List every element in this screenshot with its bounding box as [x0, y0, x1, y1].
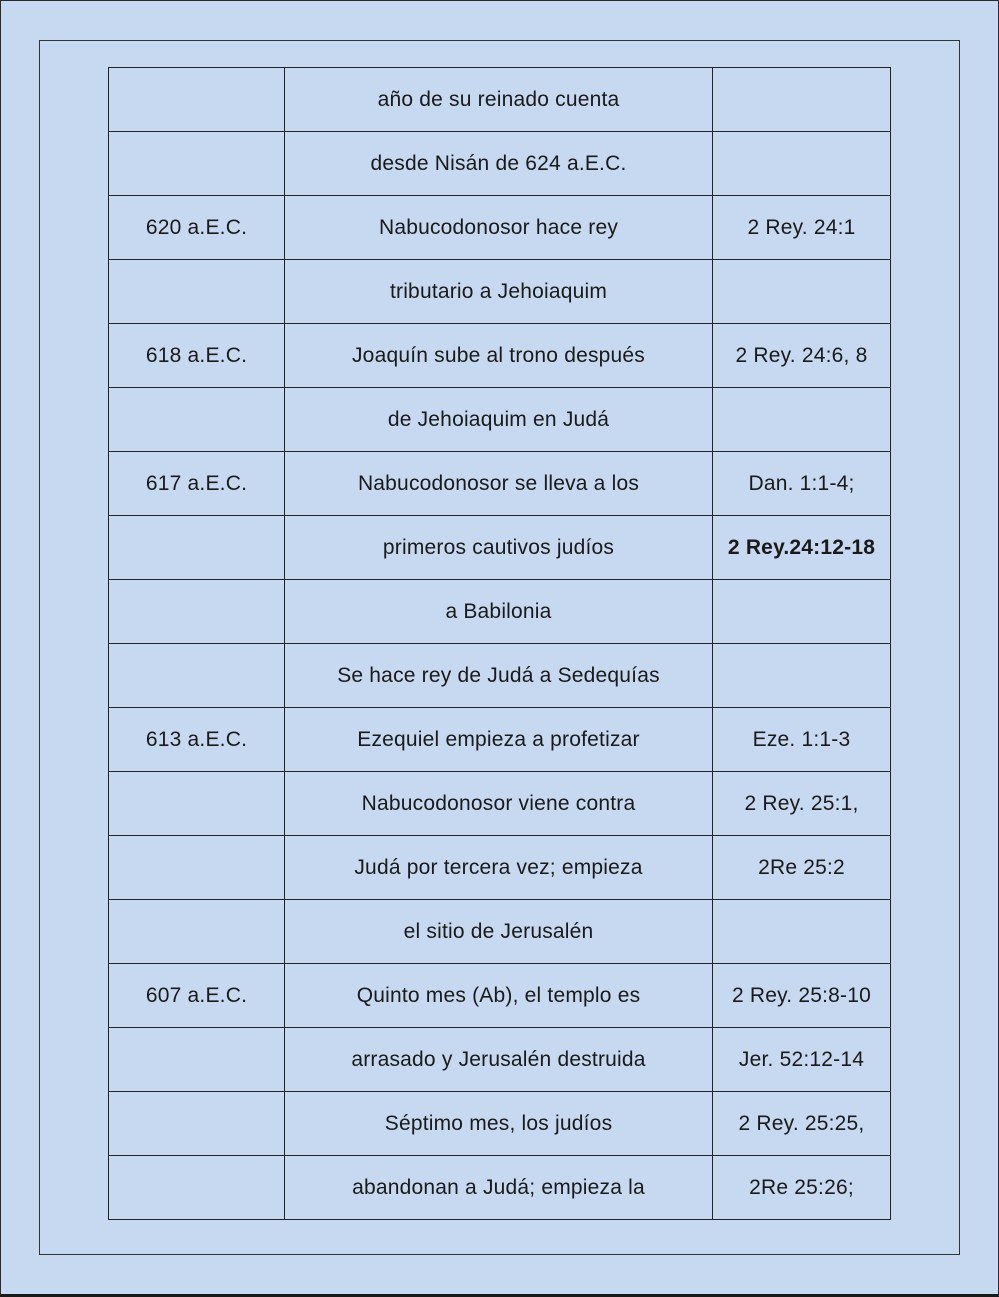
reference-cell: [713, 260, 891, 324]
reference-cell: 2Re 25:2: [713, 836, 891, 900]
event-cell: Nabucodonosor se lleva a los: [285, 452, 713, 516]
date-cell: [109, 836, 285, 900]
event-cell: a Babilonia: [285, 580, 713, 644]
event-cell: Séptimo mes, los judíos: [285, 1092, 713, 1156]
date-cell: [109, 1156, 285, 1220]
table-row: [109, 772, 891, 836]
date-cell: [109, 1028, 285, 1092]
chronology-table: [108, 67, 891, 1220]
reference-cell: Eze. 1:1-3: [713, 708, 891, 772]
reference-cell: [713, 644, 891, 708]
date-cell: [109, 260, 285, 324]
reference-cell: 2 Rey. 24:6, 8: [713, 324, 891, 388]
table-row: [109, 516, 891, 580]
table-row: [109, 196, 891, 260]
date-cell: 617 a.E.C.: [109, 452, 285, 516]
table-row: [109, 708, 891, 772]
reference-cell: [713, 68, 891, 132]
table-row: [109, 68, 891, 132]
reference-cell: 2 Rey. 25:25,: [713, 1092, 891, 1156]
event-cell: abandonan a Judá; empieza la: [285, 1156, 713, 1220]
date-cell: [109, 68, 285, 132]
date-cell: [109, 388, 285, 452]
event-cell: año de su reinado cuenta: [285, 68, 713, 132]
reference-cell: 2 Rey. 25:8-10: [713, 964, 891, 1028]
reference-cell: 2Re 25:26;: [713, 1156, 891, 1220]
table-row: [109, 900, 891, 964]
event-cell: Ezequiel empieza a profetizar: [285, 708, 713, 772]
reference-cell: [713, 580, 891, 644]
table-row: [109, 580, 891, 644]
event-cell: arrasado y Jerusalén destruida: [285, 1028, 713, 1092]
date-cell: 620 a.E.C.: [109, 196, 285, 260]
reference-cell: 2 Rey. 24:1: [713, 196, 891, 260]
date-cell: [109, 132, 285, 196]
event-cell: Joaquín sube al trono después: [285, 324, 713, 388]
date-cell: [109, 516, 285, 580]
reference-cell: 2 Rey. 25:1,: [713, 772, 891, 836]
event-cell: Nabucodonosor hace rey: [285, 196, 713, 260]
event-cell: de Jehoiaquim en Judá: [285, 388, 713, 452]
event-cell: primeros cautivos judíos: [285, 516, 713, 580]
reference-cell: [713, 388, 891, 452]
date-cell: [109, 644, 285, 708]
event-cell: Nabucodonosor viene contra: [285, 772, 713, 836]
table-row: [109, 260, 891, 324]
table-row: [109, 644, 891, 708]
table-row: [109, 388, 891, 452]
reference-cell: [713, 900, 891, 964]
event-cell: Quinto mes (Ab), el templo es: [285, 964, 713, 1028]
date-cell: 613 a.E.C.: [109, 708, 285, 772]
reference-cell: 2 Rey.24:12-18: [713, 516, 891, 580]
table-row: [109, 1092, 891, 1156]
table-row: [109, 836, 891, 900]
reference-cell: Dan. 1:1-4;: [713, 452, 891, 516]
date-cell: [109, 772, 285, 836]
date-cell: [109, 1092, 285, 1156]
table-row: [109, 1156, 891, 1220]
reference-cell: [713, 132, 891, 196]
date-cell: [109, 580, 285, 644]
date-cell: 607 a.E.C.: [109, 964, 285, 1028]
event-cell: desde Nisán de 624 a.E.C.: [285, 132, 713, 196]
date-cell: [109, 900, 285, 964]
reference-cell: Jer. 52:12-14: [713, 1028, 891, 1092]
event-cell: Judá por tercera vez; empieza: [285, 836, 713, 900]
table-row: [109, 324, 891, 388]
table-row: [109, 1028, 891, 1092]
table-row: [109, 964, 891, 1028]
table-row: [109, 132, 891, 196]
event-cell: el sitio de Jerusalén: [285, 900, 713, 964]
date-cell: 618 a.E.C.: [109, 324, 285, 388]
table-row: [109, 452, 891, 516]
event-cell: tributario a Jehoiaquim: [285, 260, 713, 324]
event-cell: Se hace rey de Judá a Sedequías: [285, 644, 713, 708]
